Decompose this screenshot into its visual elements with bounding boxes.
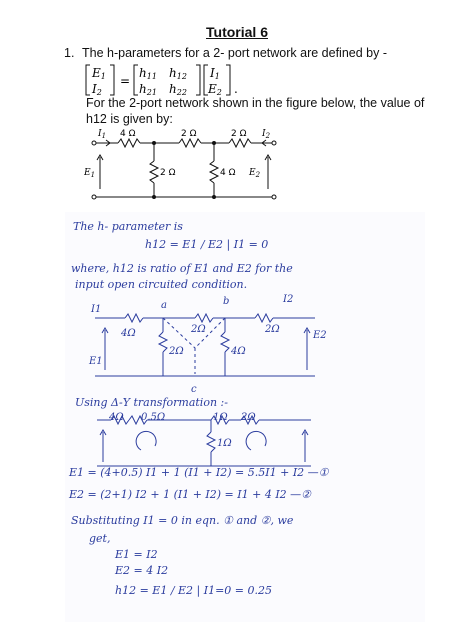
label-4ohm-shunt: 4 Ω xyxy=(220,168,236,178)
hw-I2-top: I2 xyxy=(283,294,294,305)
hw-result-2: E2 = 4 I2 xyxy=(115,564,169,577)
hw-r2b: 2Ω xyxy=(265,324,280,335)
matrix-h22: h22 xyxy=(169,82,187,97)
matrix-rhs-0: I1 xyxy=(210,66,220,81)
h-parameter-matrix xyxy=(84,63,264,97)
hw-delta-sketch xyxy=(85,296,365,388)
resistor-4ohm-top xyxy=(118,139,140,147)
hw-result-1: E1 = I2 xyxy=(115,548,158,561)
matrix-rhs-1: E2 xyxy=(208,82,222,97)
hw-r4b: 4Ω xyxy=(231,346,246,357)
svg-text:.: . xyxy=(234,82,238,96)
hw-r2a: 2Ω xyxy=(191,324,206,335)
svg-text:=: = xyxy=(120,74,131,88)
resistor-2ohm-top-mid xyxy=(179,139,201,147)
label-2ohm-top-mid: 2 Ω xyxy=(181,129,197,139)
label-2ohm-top-right: 2 Ω xyxy=(231,129,247,139)
matrix-lhs-0: E1 xyxy=(92,66,106,81)
hw-line-3: where, h12 is ratio of E1 and E2 for the xyxy=(71,262,293,275)
hw-y-r5: 1Ω xyxy=(217,438,232,449)
matrix-h11: h11 xyxy=(139,66,157,81)
hw-E2: E2 xyxy=(313,330,327,341)
hw-r2c: 2Ω xyxy=(169,346,184,357)
hw-label-a: a xyxy=(161,300,167,311)
label-I1: $I_1$ xyxy=(98,129,107,140)
label-E2: $E_2$ xyxy=(249,168,261,179)
question-number: 1. xyxy=(64,46,75,60)
matrix-h12: h12 xyxy=(169,66,187,81)
hw-y-r2: 0.5Ω xyxy=(141,412,166,423)
handwritten-solution xyxy=(65,212,425,622)
hw-final-answer: h12 = E1 / E2 | I1=0 = 0.25 xyxy=(115,584,273,597)
resistor-4ohm-shunt xyxy=(210,161,218,183)
matrix-lhs-1: I2 xyxy=(92,82,102,97)
label-4ohm-top: 4 Ω xyxy=(120,129,136,139)
question-line-3: h12 is given by: xyxy=(86,112,173,126)
hw-r4: 4Ω xyxy=(121,328,136,339)
hw-line-5: Using Δ-Y transformation :- xyxy=(75,396,228,409)
hw-label-c: c xyxy=(191,384,197,395)
hw-E1: E1 xyxy=(89,356,103,367)
hw-line-7: get, xyxy=(89,532,111,545)
hw-equation-2: E2 = (2+1) I2 + 1 (I1 + I2) = I1 + 4 I2 —② xyxy=(69,488,312,501)
label-I2: $I_2$ xyxy=(262,129,271,140)
label-2ohm-shunt: 2 Ω xyxy=(160,168,176,178)
hw-line-6: Substituting I1 = 0 in eqn. ① and ②, we xyxy=(71,514,294,527)
circuit-diagram xyxy=(84,127,284,207)
resistor-2ohm-shunt xyxy=(150,161,158,183)
question-line-2: For the 2-port network shown in the figure below, the value of xyxy=(86,96,425,110)
label-E1: $E_1$ xyxy=(84,168,96,179)
hw-I1-top: I1 xyxy=(91,304,102,315)
hw-label-b: b xyxy=(223,296,230,307)
hw-y-r1: 4Ω xyxy=(109,412,124,423)
question-intro: The h-parameters for a 2- port network are defined by - xyxy=(82,46,388,60)
matrix-h21: h21 xyxy=(139,82,157,97)
hw-line-1: The h- parameter is xyxy=(73,220,183,233)
hw-h12-def: h12 = E1 / E2 | I1 = 0 xyxy=(145,238,269,251)
resistor-2ohm-top-right xyxy=(229,139,251,147)
hw-y-r3: 1Ω xyxy=(213,412,228,423)
hw-line-4: input open circuited condition. xyxy=(75,278,248,291)
hw-equation-1: E1 = (4+0.5) I1 + 1 (I1 + I2) = 5.5I1 + I2 —① xyxy=(69,466,329,479)
hw-y-r4: 2Ω xyxy=(241,412,256,423)
page-title: Tutorial 6 xyxy=(206,24,268,40)
